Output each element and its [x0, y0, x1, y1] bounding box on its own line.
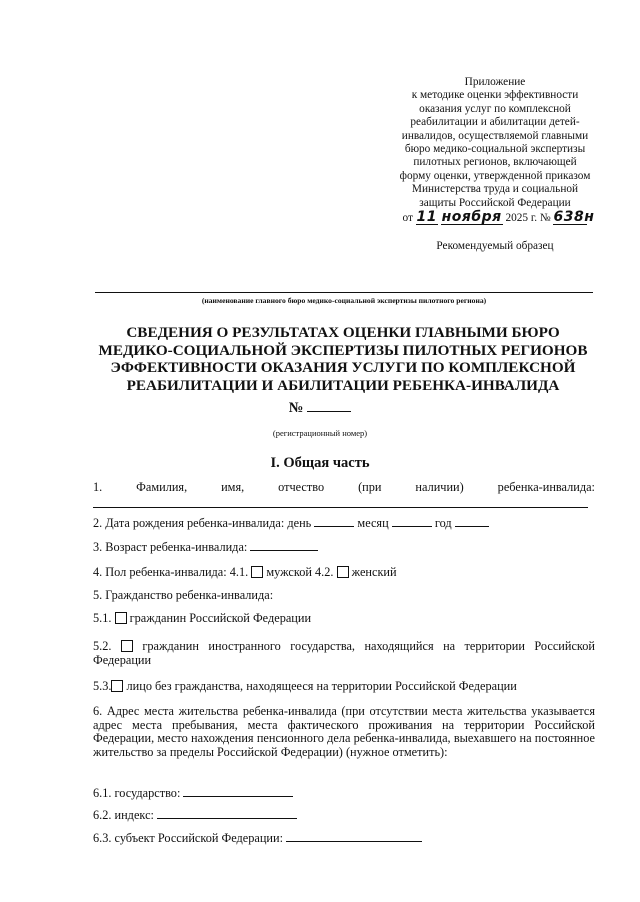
item-5-1 [93, 612, 595, 626]
item-5-citizenship: 5. Гражданство ребенка-инвалида: [93, 588, 274, 602]
item-number: 5.2. [93, 639, 112, 653]
item-5-3 [93, 680, 595, 694]
word: (при [358, 480, 382, 494]
item-number: 5.1. [93, 611, 112, 625]
item-4-sex [93, 566, 595, 580]
appendix-line: оказания услуг по комплексной [419, 102, 571, 115]
sex-label: 4. Пол ребенка-инвалида: 4.1. [93, 565, 249, 579]
word: 1. [93, 480, 103, 494]
order-month: ноября [441, 209, 502, 226]
word: отчество [278, 480, 325, 494]
appendix-line: инвалидов, осуществляемой главными [401, 129, 589, 142]
foreign-citizen-label: гражданин иностранного государства, находящийся на территории Российской Федерации [93, 639, 595, 667]
birth-day-field[interactable] [314, 516, 354, 527]
title-line: СВЕДЕНИЯ О РЕЗУЛЬТАТАХ ОЦЕНКИ ГЛАВНЫМИ БЮРО [126, 324, 560, 341]
birth-month-field[interactable] [392, 516, 432, 527]
section-title: I. Общая часть [270, 455, 370, 471]
country-label: 6.1. государство: [93, 786, 181, 800]
title-line: ЭФФЕКТИВНОСТИ ОКАЗАНИЯ УСЛУГИ ПО КОМПЛЕКСНОЙ [110, 359, 576, 377]
item-6-1-country [93, 786, 595, 801]
document-title [60, 324, 626, 394]
recommended-sample-label: Рекомендуемый образец [436, 240, 554, 252]
registration-number [0, 400, 640, 417]
region-field[interactable] [286, 831, 422, 842]
age-field[interactable] [250, 540, 318, 551]
item-1-full-name [93, 481, 595, 495]
region-label: 6.3. субъект Российской Федерации: [93, 831, 283, 845]
order-date-line [392, 211, 598, 225]
title-line: МЕДИКО-СОЦИАЛЬНОЙ ЭКСПЕРТИЗЫ ПИЛОТНЫХ РЕГИОНОВ [98, 341, 588, 359]
appendix-header [392, 76, 598, 225]
appendix-line: Приложение [464, 76, 526, 88]
registration-number-blank [307, 400, 351, 412]
postcode-label: 6.2. индекс: [93, 808, 154, 822]
postcode-field[interactable] [157, 808, 297, 819]
full-name-fill-line[interactable] [93, 507, 588, 508]
item-6-3-region [93, 831, 595, 846]
word: имя, [221, 480, 245, 494]
birth-year-label: год [434, 516, 452, 530]
male-checkbox[interactable] [251, 566, 263, 578]
item-6-2-postcode [93, 808, 595, 823]
citizen-rf-checkbox[interactable] [115, 612, 127, 624]
country-field[interactable] [183, 786, 293, 797]
order-number: 638н [553, 209, 595, 226]
appendix-line: реабилитации и абилитации детей- [410, 116, 580, 129]
title-line: РЕАБИЛИТАЦИИ И АБИЛИТАЦИИ РЕБЕНКА-ИНВАЛИДА [126, 376, 560, 394]
item-number: 5.3. [93, 679, 112, 693]
registration-number-caption: (регистрационный номер) [272, 428, 368, 438]
word: наличии) [415, 480, 464, 494]
foreign-citizen-checkbox[interactable] [121, 640, 133, 652]
citizen-rf-label: гражданин Российской Федерации [129, 611, 312, 625]
appendix-line: бюро медико-социальной экспертизы [404, 143, 586, 156]
appendix-line: форму оценки, утвержденной приказом [399, 169, 591, 182]
appendix-line: к методике оценки эффективности [411, 89, 579, 102]
birth-year-field[interactable] [455, 516, 489, 527]
item-6-address: 6. Адрес места жительства ребенка-инвалида (при отсутствии места жительства указывается адрес места пребывания, места фактического проживания на территории Российской Федерации, место нахождения пенсионного дела ребенка-инвалида, выехавшего на постоянное жительство за пределы Российской Федерации) (нужное отметить): [93, 704, 595, 759]
order-year: 2025 г. № [505, 212, 551, 225]
item-2-birth-date [93, 516, 595, 531]
organization-name-caption: (наименование главного бюро медико-социальной экспертизы пилотного региона) [201, 296, 487, 305]
appendix-line: Министерства труда и социальной [411, 183, 579, 196]
appendix-line: защиты Российской Федерации [419, 196, 571, 209]
number-sign: № [288, 400, 304, 416]
male-option-label: мужской 4.2. [266, 565, 334, 579]
birth-month-label: месяц [357, 516, 389, 530]
female-option-label: женский [351, 565, 397, 579]
word: ребенка-инвалида: [497, 480, 595, 494]
order-day: 11 [416, 209, 438, 226]
organization-name-line [95, 292, 593, 293]
stateless-checkbox[interactable] [111, 680, 123, 692]
date-prefix: от [402, 212, 413, 225]
word: Фамилия, [136, 480, 188, 494]
item-3-age [93, 540, 595, 555]
stateless-label: лицо без гражданства, находящееся на территории Российской Федерации [126, 679, 517, 693]
birth-date-label: 2. Дата рождения ребенка-инвалида: день [93, 516, 312, 530]
female-checkbox[interactable] [337, 566, 349, 578]
item-5-2 [93, 640, 595, 667]
age-label: 3. Возраст ребенка-инвалида: [93, 540, 248, 554]
appendix-line: пилотных регионов, включающей [413, 156, 577, 169]
